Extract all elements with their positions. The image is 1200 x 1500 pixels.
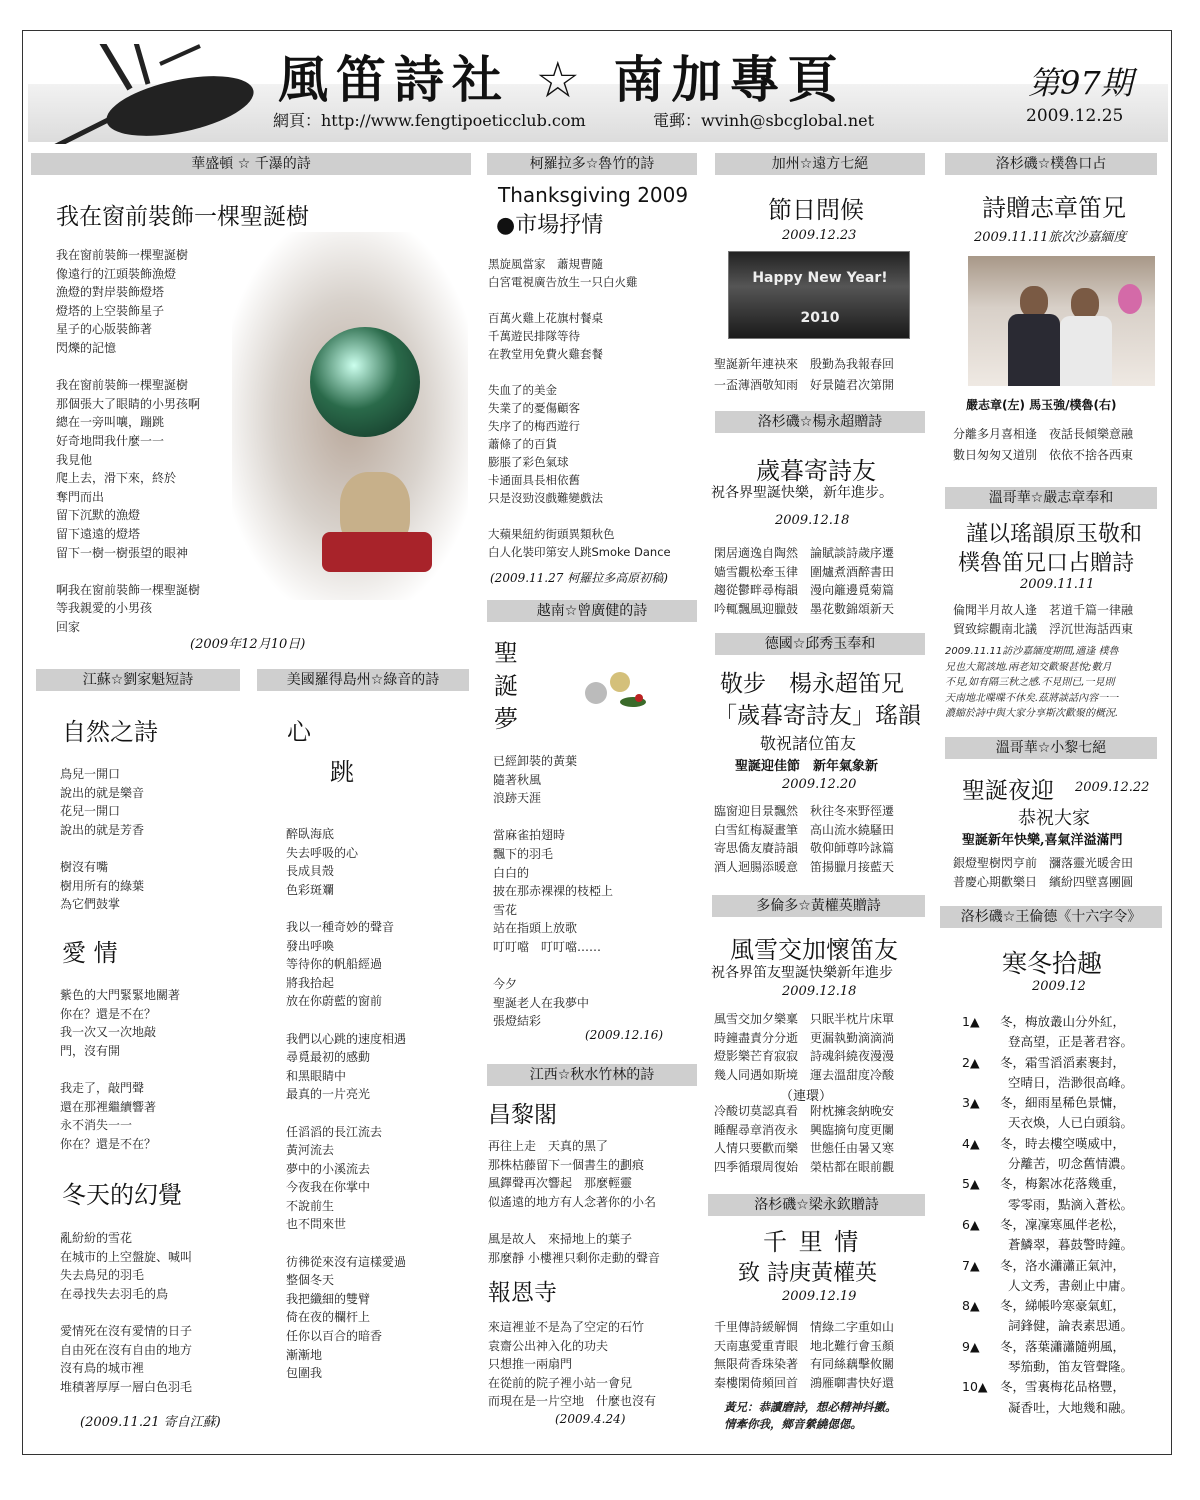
poem-subtitle: 敬祝諸位笛友 <box>760 734 857 753</box>
poem-body: 閑居適逸自陶然 論賦談詩歲序遷 嫱雪觀松牽玉律 圍爐煮酒醉書田 趨從鬱畔尋梅韻 漫向籬邊覓菊篇 吟輒飄風迎臘鼓 墨花數錦頌新天 <box>714 546 895 616</box>
issue-date: 2009.12.25 <box>1026 106 1124 126</box>
poem-date: 2009.12.20 <box>782 777 857 792</box>
poem-body: 千里傳詩緩解惆 情綠二字重如山 天南惠愛重青眼 地北難行會玉顏 無限荷香珠染著 有同絲藕擊攸關 秦樓閑倚頻回首 鴻雁啣書快好還 <box>714 1320 895 1390</box>
poem-subtitle: 祝各界笛友聖誕快樂新年進步 <box>711 965 893 981</box>
poem-body: 亂紛紛的雪花 在城市的上空盤旋、喊叫 失去鳥兒的羽毛 在尋找失去羽毛的鳥 愛情死在沒有愛情的日子 自由死在沒有自由的地方 沒有鳥的城市裡 堆積著厚厚一層白色羽毛 <box>60 1231 193 1394</box>
poem-subtitle: 恭祝大家 <box>1018 808 1090 829</box>
poem-title: 歲暮寄詩友 <box>756 457 876 485</box>
christmas-ornament-image <box>232 232 468 600</box>
christmas-card-image <box>555 642 685 732</box>
poem-date: 2009.12.18 <box>782 984 857 999</box>
section-bar-qiushui: 江西☆秋水竹林的詩 <box>487 1064 697 1086</box>
poem-note: 2009.11.11訪沙嘉緬度期間,適逢 樸魯 兄也大駕該地.兩老知交歡聚甚悅;數月 不見,如有隔三秋之感.不見則已,一見則 天南地北喋喋不休矣.茲將談話內容一一 濃縮於詩中與大家分享斯次歡聚的概況. <box>945 646 1119 719</box>
poem-body: 醉臥海底 失去呼吸的心 長成貝殼 色彩斑斕 我以一種奇妙的聲音 發出呼喚 等待你的帆船經過 將我拾起 放在你蔚藍的窗前 我們以心跳的速度相遇 尋覓最初的感動 和黑眼睛中 最真的一片亮光 任滔滔的長江流去 黃河流去 夢中的小溪流去 今夜我在你掌中 不說前生 也不問來世 彷彿從來沒有這樣愛過 整個冬天 我把纖細的雙臂 倚在夜的欄杆上 任你以百合的暗香 漸漸地 包圍我 <box>286 827 407 1381</box>
poem-title: 樸魯笛兄口占贈詩 <box>958 551 1135 576</box>
photo-caption: 嚴志章(左) 馬玉強/樸魯(右) <box>966 398 1117 412</box>
poem-note: 黃兄：恭讀磨詩，想必精神抖擻。 情牽你我，鄉音縈繞偲偲。 <box>724 1400 897 1431</box>
poem-title: 愛 情 <box>62 939 118 967</box>
poem-subtitle: 聖誕新年快樂,喜氣洋溢滿門 <box>962 833 1123 848</box>
poem-date: 2009.11.11旅次沙嘉緬度 <box>974 230 1127 245</box>
website[interactable]: 網頁：http://www.fengtipoeticclub.com <box>273 111 586 130</box>
poem-body: 聖誕新年連袂來 殷勤為我報春回 一盃薄酒敬知雨 好景隨君次第開 <box>714 357 895 392</box>
poem-body: 倫聞半月故人逢 茗道千篇一律融 貿致綜觀南北議 浮沉世海話西東 <box>953 603 1134 636</box>
poem-title: 自然之詩 <box>62 718 158 746</box>
section-bar-zengguangjian: 越南☆曾廣健的詩 <box>487 600 697 622</box>
section-bar-lvyin: 美國羅得島州☆綠音的詩 <box>257 669 469 691</box>
poem-date: (2009.4.24) <box>555 1412 626 1426</box>
poem-title: 聖誕夜迎 <box>962 778 1054 804</box>
poem-date: 2009.12.18 <box>775 513 850 528</box>
section-bar-yangyongchao: 洛杉磯☆楊永超贈詩 <box>715 411 925 433</box>
section-bar-pulu: 洛杉磯☆樸魯口占 <box>945 153 1157 175</box>
section-bar-yuanfang: 加州☆遠方七絕 <box>715 153 925 175</box>
poem-title: 詩贈志章笛兄 <box>982 194 1126 222</box>
poem-body: 來這裡並不是為了空定的石竹 袁齋公出神入化的功夫 只想推一兩扇門 在從前的院子裡小站一會兒 而現在是一片空地 什麼也沒有 <box>488 1320 657 1409</box>
section-bar-qiuxiuyu: 德國☆邱秀玉奉和 <box>715 633 925 655</box>
section-bar-yanzhizhang: 溫哥華☆嚴志章奉和 <box>945 487 1157 509</box>
section-bar-liujiakui: 江蘇☆劉家魁短詩 <box>36 669 240 691</box>
poem-date: 2009.12.22 <box>1075 780 1150 795</box>
poem-body: 我在窗前裝飾一棵聖誕樹 像遠行的江頭裝飾漁燈 漁燈的對岸裝飾燈塔 燈塔的上空裝飾星子 星子的心版裝飾著 閃爍的記憶 我在窗前裝飾一棵聖誕樹 那個張大了眼睛的小男孩啊 總在一旁叫嚷，蹦跳 好奇地問我什麼一一 我見他 爬上去，滑下來，終於 奪門而出 留下沉默的漁燈 留下遠遠的燈塔 留下一樹一樹張望的眼神 啊我在窗前裝飾一棵聖誕樹 等我親愛的小男孩 回家 <box>56 248 201 634</box>
issue-number: 第97期 <box>1028 64 1133 102</box>
poem-subtitle: ●市場抒情 <box>496 213 604 238</box>
masthead: 風笛詩社 ☆ 南加專頁 <box>278 51 846 109</box>
poem-body: 分離多月喜相逢 夜話長傾樂意融 數日匆匆又道別 依依不捨各西東 <box>953 427 1134 462</box>
poem-body: 紫色的大門緊緊地關著 你在？還是不在？ 我一次又一次地敲 門，沒有開 我走了，敲門聲 還在那裡繼續響著 永不消失一一 你在？還是不在？ <box>60 988 181 1151</box>
section-bar-huangquanying: 多倫多☆黃權英贈詩 <box>712 895 925 917</box>
poem-body: 再往上走 天真的黑了 那株枯藤留下一個書生的劃痕 風鐸聲再次響起 那麼輕靈 似遙遠的地方有人念著你的小名 風是故人 來掃地上的葉子 那麼靜 小樓裡只剩你走動的聲音 <box>488 1139 660 1265</box>
poem-body: 冷酸切莫認真看 附枕擁衾納晚安 睡醒尋章消夜永 興臨摘句度更闌 人情只要歡而樂 世態任由暑又寒 四季循環周復始 榮枯都在眼前觀 <box>714 1104 895 1174</box>
sixteen-word-verses: 冬，梅放叢山分外紅， 登高望，正是著君容。 冬，霜雪滔滔素裹封， 空晴日，浩渺很高峰。 冬，細雨星稀色景慵， 天衣煥，人已白頭翁。 冬，時去樓空嘆威中， 分離苦，叨念舊情濃。 冬，梅絮冰花落幾重， 零零雨，點滴入蒼松。 冬，凜凜寒風伴老松， 蒼鱗翠，暮鼓警時鐘。 冬，洛水瀟瀟正氣沖， 人文秀，書劍止中庸。 冬，綈帳吟寒豪氣虹， 詞鋒健，論表素思通。 冬，落葉瀟瀟隨朔風， 琴笳動，笛友管聲隆。 冬，雪裏梅花品格豐， 凝香吐，大地幾和融。 <box>1000 1014 1133 1415</box>
poem-title: Thanksgiving 2009 <box>498 183 689 207</box>
poem-title: 致 詩庚黃權英 <box>738 1261 877 1286</box>
poem-title: 冬天的幻覺 <box>62 1181 182 1209</box>
poem-date: (2009.11.21 寄自江蘇) <box>80 1415 221 1430</box>
poem-title: 謹以瑤韻原玉敬和 <box>966 522 1143 547</box>
section-bar-xiaoli: 溫哥華☆小黎七絕 <box>945 737 1157 759</box>
poem-body: 已經卸裝的黃葉 隨著秋風 浪跡天涯 當麻雀拍翅時 飄下的羽毛 白白的 披在那赤裸裸的枝椏上 雪花 站在指頭上放歌 叮叮噹 叮叮噹…… 今夕 聖誕老人在我夢中 張燈結彩 <box>493 754 614 1029</box>
poem-date: 2009.12 <box>1032 979 1086 994</box>
poem-title: 寒冬拾趣 <box>1002 949 1103 978</box>
image-caption: Happy New Year! 2010 <box>752 270 888 326</box>
poem-date: (2009.12.16) <box>585 1028 664 1042</box>
bagpipe-logo <box>40 44 260 144</box>
poem-title: 心 <box>287 718 311 746</box>
photo-two-men <box>968 256 1155 386</box>
poem-subtitle: 聖誕迎佳節 新年氣象新 <box>735 759 879 774</box>
poem-date: 2009.12.19 <box>782 1289 857 1304</box>
poem-body: 銀燈聖樹閃亨前 瀰落靈光暖舍田 普慶心期歡樂日 繽紛四壁喜團圓 <box>953 856 1134 889</box>
item-numbers: 1▲ 2▲ 3▲ 4▲ 5▲ 6▲ 7▲ 8▲ 9▲ 10▲ <box>962 1014 988 1395</box>
poem-title: 敬步 楊永超笛兄 <box>720 671 904 697</box>
poem-title: 跳 <box>330 758 354 786</box>
poem-date: 2009.12.23 <box>782 228 857 243</box>
section-bar-wanglunde: 洛杉磯☆王倫德《十六字令》 <box>940 906 1162 928</box>
page-header <box>28 36 1168 146</box>
poem-title: 節日問候 <box>768 196 864 224</box>
poem-date: 2009.11.11 <box>1020 577 1095 592</box>
section-bar-qianpu: 華盛頓 ☆ 千瀑的詩 <box>31 153 471 175</box>
poem-date: (2009年12月10日) <box>190 637 306 652</box>
poem-title: 昌黎閣 <box>488 1102 557 1128</box>
poem-body: 鳥兒一開口 說出的就是樂音 花兒一開口 說出的就是芳香 樹沒有嘴 樹用所有的綠葉 為它們鼓掌 <box>60 767 145 912</box>
poem-body: 黑旋風當家 蕭規曹隨 白宮電視廣告放生一只白火雞 百萬火雞上花旗村餐桌 千萬遊民排隊等待 在教堂用免費火雞套餐 失血了的美金 失業了的憂傷顧客 失序了的梅西遊行 蕭條了的百貨 膨脹了彩色氣球 卡通面具長相依舊 只是沒勁沒戲難變戲法 大蘋果紐約街頭異類秋色 白人化裝印第安人跳Smoke Dance <box>488 257 671 559</box>
poem-body: 風雪交加夕樂稟 只眠半枕片床單 時鐘盡責分分逝 更漏執勤滴滴淌 燈影樂芒育寂寂 詩魂斜繞夜漫漫 幾人同遇如斯境 運去溫甜度冷酸 <box>714 1012 895 1082</box>
poem-note: （連環） <box>780 1089 833 1104</box>
poem-body: 臨窗迎目景飄然 秋往冬來野徑遷 白雪紅梅凝畫筆 高山流水繞騷田 寄思僑友賡詩韻 敬仰師尊吟詠篇 酒人迴腸添暖意 笛揚臘月接藍天 <box>714 804 895 874</box>
poem-title: 風雪交加懷笛友 <box>730 936 898 964</box>
poem-title: 千 里 情 <box>763 1228 861 1256</box>
email[interactable]: 電郵：wvinh@sbcglobal.net <box>653 111 875 130</box>
poem-title: 報恩寺 <box>488 1280 557 1306</box>
poem-date: (2009.11.27 柯羅拉多高原初稿) <box>490 571 668 585</box>
poem-subtitle: 祝各界聖誕快樂，新年進步。 <box>711 485 893 501</box>
poem-title: 聖 誕 夢 <box>494 639 518 733</box>
section-bar-liangyongqin: 洛杉磯☆梁永欽贈詩 <box>708 1194 925 1216</box>
section-bar-luzhu: 柯羅拉多☆魯竹的詩 <box>487 153 697 175</box>
poem-title: 「歲暮寄詩友」瑤韻 <box>714 703 921 729</box>
poem-title: 我在窗前裝飾一棵聖誕樹 <box>56 204 309 230</box>
happy-new-year-image <box>728 251 910 339</box>
